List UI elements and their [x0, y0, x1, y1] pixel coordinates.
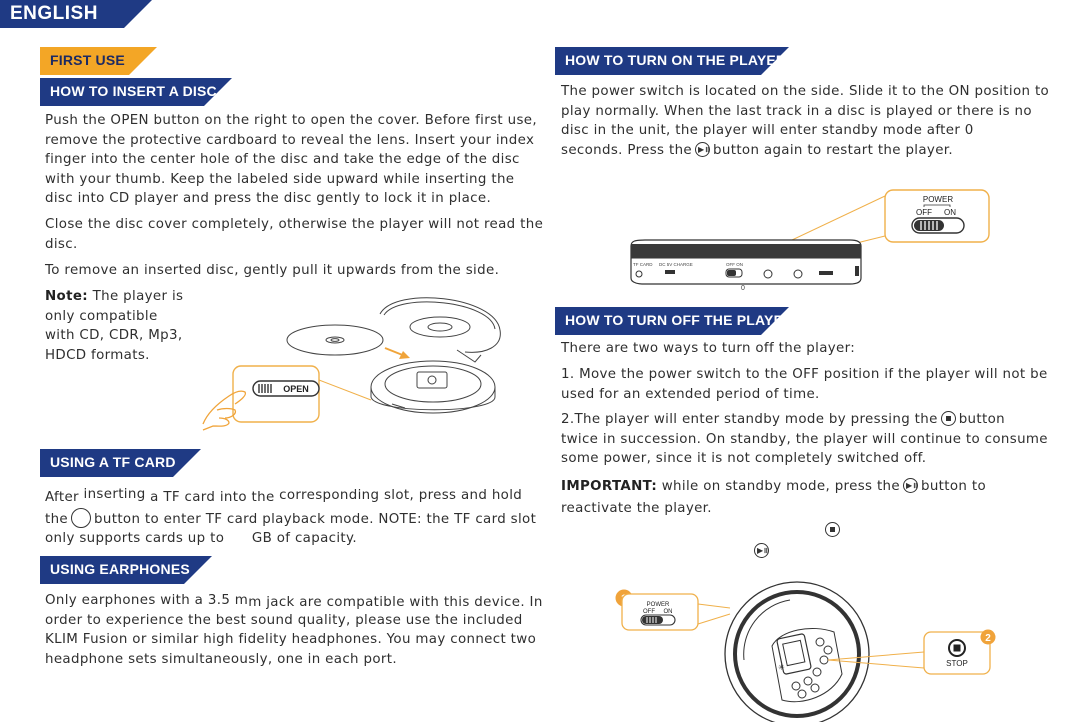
text-line: only compatible [45, 308, 158, 324]
text-line: disc. [45, 236, 78, 252]
off-label: OFF [916, 208, 932, 217]
text-fragment: only supports cards up to [45, 531, 225, 547]
text-fragment: while on standby mode, press the [657, 479, 900, 494]
callout-2: 2 [985, 633, 991, 644]
insert-disc-heading [40, 78, 232, 106]
power-label: POWER [922, 195, 954, 204]
text-fragment: seconds. Press the [561, 142, 693, 158]
earphones-heading [40, 556, 212, 584]
text-line: some power, since it is not completely switched off. [561, 451, 927, 467]
on-label: ON [663, 609, 673, 615]
language-banner [0, 0, 152, 28]
text-line: headphone sets simultaneously, one in each port. [45, 651, 397, 667]
text-line: order to experience the best sound quality, please use the included [45, 612, 523, 628]
turn-off-item-2 [561, 410, 1048, 469]
text-line: finger into the center hole of the disc and take the edge of the disc [45, 152, 520, 168]
sparkle-icon: ✳ [778, 663, 785, 672]
text-line: Close the disc cover completely, otherwise the player will not read the [45, 217, 544, 232]
text-line: KLIM Fusion or similar high fidelity headphones. You may connect two [45, 632, 537, 648]
text-line: play normally. When the last track in a disc is played or there is no [561, 103, 1032, 119]
earphones-paragraph [45, 591, 543, 669]
disc-insert-illustration [195, 292, 535, 440]
text-fragment: button [958, 412, 1005, 427]
text-line: The power switch is located on the side. Slide it to the ON position to [561, 84, 1050, 99]
player-top-view-illustration [612, 580, 1022, 722]
text-line: remove the protective cardboard to reveal the lens. Insert your index [45, 132, 535, 148]
language-label: ENGLISH [10, 3, 98, 24]
turn-off-item-1 [561, 365, 1048, 404]
turn-off-heading-text: HOW TO TURN OFF THE PLAYER [565, 312, 794, 328]
text-fragment: button to enter TF card playback mode. NOTE: the TF card slot [94, 511, 537, 527]
text-fragment: inserting [83, 487, 146, 502]
insert-disc-paragraph-2 [45, 215, 543, 254]
play-pause-icon: ▶॥ [754, 543, 769, 558]
note-block [45, 287, 183, 365]
play-pause-icon: ▶॥ [903, 478, 918, 493]
power-switch-side-illustration [625, 186, 995, 291]
turn-on-paragraph [561, 82, 1049, 160]
turn-on-heading [555, 47, 789, 75]
text-line: The player is [88, 289, 184, 304]
open-button-label: OPEN [283, 384, 309, 394]
note-label: Note: [45, 289, 88, 304]
insert-disc-paragraph-3: To remove an inserted disc, gently pull it upwards from the side. [45, 263, 500, 278]
text-line: disc into CD player and press the disc gently to lock it in place. [45, 191, 492, 207]
turn-on-heading-text: HOW TO TURN ON THE PLAYER [565, 52, 787, 68]
important-label: IMPORTANT: [561, 479, 658, 494]
text-fragment: button again to restart the player. [713, 142, 954, 158]
mode-button-icon [71, 508, 91, 528]
on-label: ON [944, 208, 956, 217]
text-fragment: After [45, 490, 79, 505]
turn-off-intro: There are two ways to turn off the player: [561, 341, 856, 356]
text-fragment: button to [920, 479, 987, 494]
play-pause-icon: ▶॥ [695, 142, 710, 157]
tf-card-heading [40, 449, 201, 477]
text-fragment: corresponding slot, press and hold [279, 488, 523, 503]
text-fragment: a TF card into the [150, 490, 275, 505]
text-fragment: m jack are compatible with this device. In [248, 595, 543, 610]
stop-icon [825, 522, 840, 537]
text-line: used for an extended period of time. [561, 386, 820, 402]
text-fragment: 2.The player will enter standby mode by pressing the [561, 412, 938, 427]
important-note [561, 477, 986, 518]
side-label-zero: 0 [741, 285, 745, 291]
text-line: Push the OPEN button on the right to open the cover. Before first use, [45, 113, 537, 128]
turn-off-heading [555, 307, 794, 335]
text-line: with your thumb. Keep the labeled side upward while inserting the [45, 171, 515, 187]
stop-icon [941, 411, 956, 426]
earphones-heading-text: USING EARPHONES [50, 561, 190, 577]
text-line: with CD, CDR, Mp3, [45, 328, 183, 344]
stop-label: STOP [946, 659, 968, 668]
text-fragment: GB of capacity. [251, 531, 357, 547]
text-line: 1. Move the power switch to the OFF position if the player will not be [561, 367, 1048, 382]
text-fragment: the [45, 511, 69, 527]
side-label-dc-charge: DC 5V CHARGE [659, 262, 693, 267]
text-line: HDCD formats. [45, 347, 150, 363]
first-use-heading [40, 47, 157, 75]
side-label-tf-card: TF CARD [633, 262, 653, 267]
off-label: OFF [643, 609, 655, 615]
text-line: disc in the unit, the player will enter standby mode after 0 [561, 123, 974, 139]
power-label: POWER [646, 602, 670, 608]
text-line: twice in succession. On standby, the player will continue to consume [561, 431, 1048, 447]
text-line: reactivate the player. [561, 500, 712, 516]
tf-card-paragraph [45, 486, 536, 549]
first-use-heading-text: FIRST USE [50, 52, 125, 68]
insert-disc-heading-text: HOW TO INSERT A DISC [50, 83, 217, 99]
side-label-off-on: OFF ON [726, 262, 743, 267]
insert-disc-paragraph-1 [45, 111, 537, 209]
text-fragment: Only earphones with a 3.5 m [45, 593, 249, 608]
tf-card-heading-text: USING A TF CARD [50, 454, 176, 470]
